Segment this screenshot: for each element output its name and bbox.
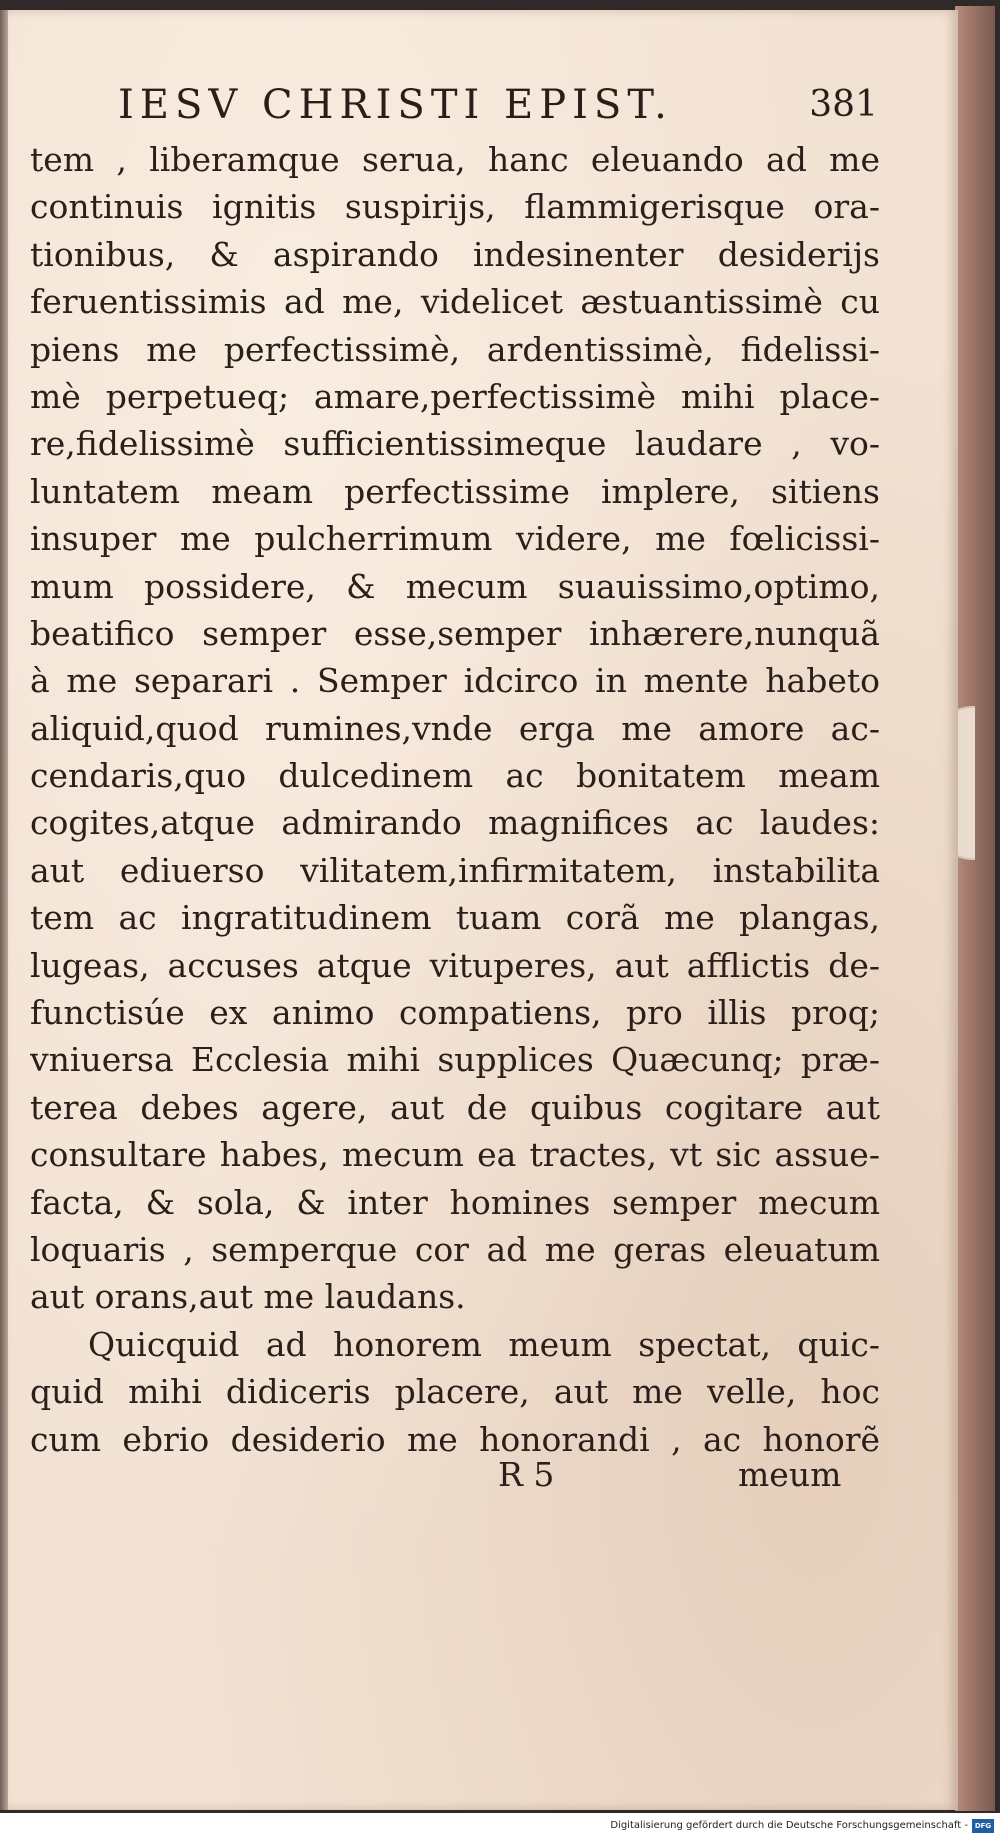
- text-line: tem ac ingratitudinem tuam corã me plangas,: [30, 898, 880, 938]
- text-line: lugeas, accuses atque vituperes, aut afflictis de-: [30, 945, 880, 985]
- text-line: insuper me pulcherrimum videre, me fœlicissi-: [30, 519, 880, 559]
- text-line: feruentissimis ad me, videlicet æstuantissimè cu: [30, 282, 880, 322]
- text-line: aut ediuerso vilitatem,infirmitatem, instabilita: [30, 850, 880, 890]
- book-page: [8, 10, 958, 1810]
- credit-bar: [0, 1813, 1000, 1843]
- text-line: mum possidere, & mecum suauissimo,optimo,: [30, 566, 880, 606]
- text-line: loquaris , semperque cor ad me geras eleuatum: [30, 1229, 880, 1269]
- text-line: mè perpetueq; amare,perfectissimè mihi place-: [30, 376, 880, 416]
- page-edge: [955, 6, 995, 1811]
- catchword: meum: [738, 1455, 842, 1494]
- text-line: Quicquid ad honorem meum spectat, quic-: [88, 1324, 880, 1364]
- text-line: beatifico semper esse,semper inhærere,nunquã: [30, 613, 880, 653]
- text-line: consultare habes, mecum ea tractes, vt sic assue-: [30, 1135, 880, 1175]
- body-text: [30, 136, 880, 1463]
- text-line: terea debes agere, aut de quibus cogitare aut: [30, 1087, 880, 1127]
- text-line: re,fidelissimè sufficientissimeque laudare , vo-: [30, 424, 880, 464]
- text-line: aut orans,aut me laudans.: [30, 1277, 466, 1317]
- running-title: IESV CHRISTI EPIST.: [118, 82, 673, 128]
- text-line: cum ebrio desiderio me honorandi , ac honorẽ: [30, 1419, 880, 1459]
- signature-mark: R 5: [498, 1455, 555, 1494]
- text-line: luntatem meam perfectissime implere, sitiens: [30, 471, 880, 511]
- page-footer: [8, 1455, 958, 1505]
- text-line: à me separari . Semper idcirco in mente habeto: [30, 661, 880, 701]
- text-line: functisúe ex animo compatiens, pro illis proq;: [30, 993, 880, 1033]
- text-line: quid mihi didiceris placere, aut me velle, hoc: [30, 1372, 880, 1412]
- text-line: tionibus, & aspirando indesinenter desiderijs: [30, 234, 880, 274]
- page-number: 381: [809, 84, 878, 125]
- text-line: cendaris,quo dulcedinem ac bonitatem meam: [30, 756, 880, 796]
- text-line: tem , liberamque serua, hanc eleuando ad me: [30, 140, 880, 179]
- text-line: piens me perfectissimè, ardentissimè, fidelissi-: [30, 329, 880, 369]
- dfg-logo-icon: DFG: [972, 1819, 994, 1833]
- page-header: [118, 82, 878, 142]
- text-line: vniuersa Ecclesia mihi supplices Quæcunq; præ-: [30, 1040, 880, 1080]
- text-line: aliquid,quod rumines,vnde erga me amore ac-: [30, 708, 880, 748]
- text-line: continuis ignitis suspirijs, flammigerisque ora-: [30, 187, 880, 227]
- text-line: facta, & sola, & inter homines semper mecum: [30, 1182, 880, 1222]
- text-line: cogites,atque admirando magnifices ac laudes:: [30, 803, 880, 843]
- credit-text: Digitalisierung gefördert durch die Deutsche Forschungsgemeinschaft -: [610, 1820, 968, 1831]
